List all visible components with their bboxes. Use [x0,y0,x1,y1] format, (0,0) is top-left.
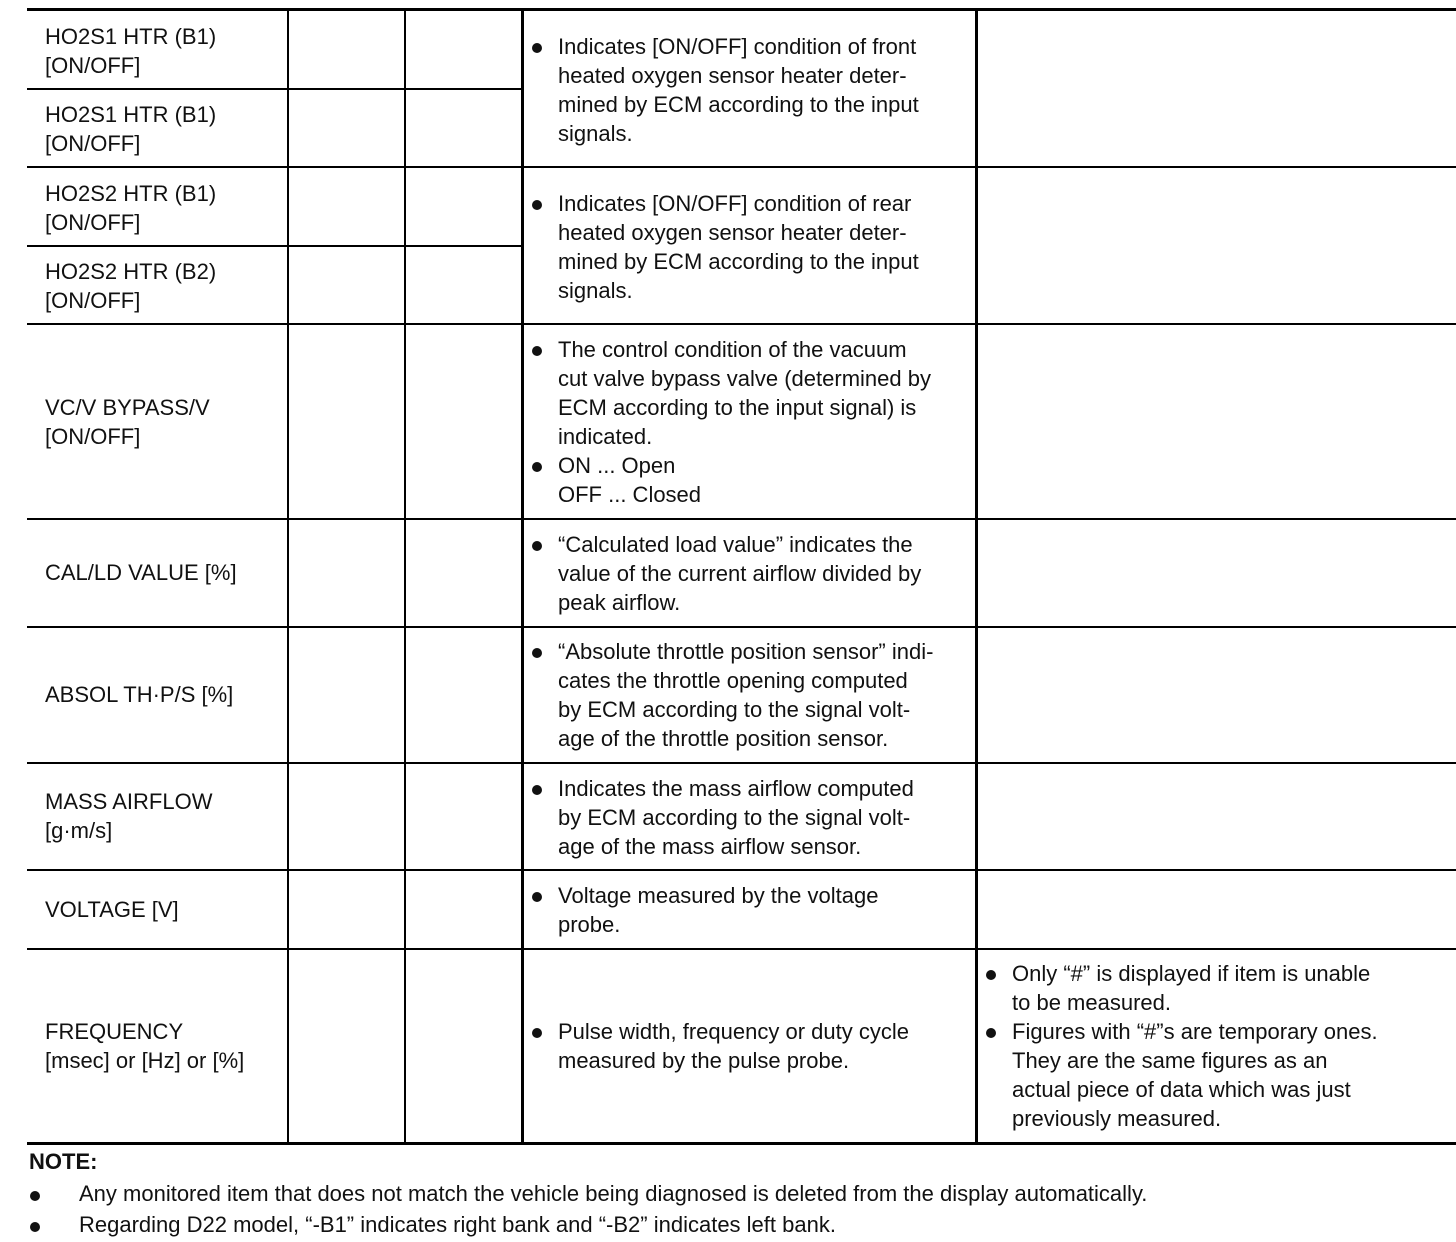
description-text: “Absolute throttle position sensor” indi- [558,639,934,664]
remark-text: Only “#” is displayed if item is unable [1012,961,1371,986]
monitor-item-name: HO2S1 HTR (B1) [45,24,217,49]
description-absol-thps [524,637,933,753]
description-text: probe. [558,912,621,937]
description-text: cut valve bypass valve (determined by [558,366,931,391]
row-divider [27,626,1456,628]
monitor-item-unit: [g·m/s] [45,818,113,843]
description-text: signals. [558,278,633,303]
description-text: mined by ECM according to the input [558,92,919,117]
description-text: The control condition of the vacuum [558,337,907,362]
monitor-item-unit: [ON/OFF] [45,53,141,78]
bullet-icon [532,200,542,210]
bullet-icon [532,1028,542,1038]
description-text: mined by ECM according to the input [558,249,919,274]
description-text: by ECM according to the signal volt- [558,697,911,722]
description-text: Indicates [ON/OFF] condition of front [558,34,917,59]
row-divider [27,166,1456,168]
row-divider [27,869,1456,871]
note-title: NOTE: [29,1149,98,1174]
description-text: measured by the pulse probe. [558,1048,850,1073]
remark-text: previously measured. [1012,1106,1222,1131]
column-divider [404,8,406,1145]
column-divider [287,8,289,1145]
bullet-icon [532,346,542,356]
description-text: Voltage measured by the voltage [558,883,879,908]
note-text: Regarding D22 model, “-B1” indicates right bank and “-B2” indicates left bank. [79,1212,836,1237]
bullet-icon [532,462,542,472]
monitor-item-name: CAL/LD VALUE [%] [45,560,237,585]
description-text: ON ... Open [558,453,676,478]
note-item [29,1179,1148,1208]
remark-text: They are the same figures as an [1012,1048,1328,1073]
description-text: indicated. [558,424,653,449]
monitor-item-unit: [ON/OFF] [45,210,141,235]
description-ho2s1 [524,32,919,148]
description-frequency [524,1017,909,1075]
monitor-item-name: VOLTAGE [V] [45,897,179,922]
description-text: signals. [558,121,633,146]
description-text: heated oxygen sensor heater deter- [558,63,907,88]
description-text: age of the throttle position sensor. [558,726,889,751]
description-text: heated oxygen sensor heater deter- [558,220,907,245]
monitor-item-name: HO2S2 HTR (B1) [45,181,217,206]
bullet-icon [30,1222,40,1232]
bullet-icon [532,541,542,551]
monitor-item-name: HO2S1 HTR (B1) [45,102,217,127]
bullet-icon [30,1191,40,1201]
description-ho2s2 [524,189,919,305]
remarks-frequency [978,959,1378,1133]
remark-text: Figures with “#”s are temporary ones. [1012,1019,1378,1044]
bullet-icon [986,970,996,980]
description-text: OFF ... Closed [558,482,702,507]
remark-text: to be measured. [1012,990,1171,1015]
description-text: ECM according to the input signal) is [558,395,917,420]
row-divider [27,762,1456,764]
bullet-icon [532,785,542,795]
monitor-item-name: ABSOL TH·P/S [%] [45,682,234,707]
bullet-icon [532,892,542,902]
row-divider [27,8,1456,11]
description-vcv-bypass [524,335,931,509]
description-text: peak airflow. [558,590,681,615]
row-divider [27,948,1456,950]
description-voltage [524,881,878,939]
row-divider [27,245,523,247]
bullet-icon [532,648,542,658]
description-cal-ld-value [524,530,921,617]
row-divider [27,1142,1456,1145]
monitor-item-unit: [ON/OFF] [45,131,141,156]
description-text: Pulse width, frequency or duty cycle [558,1019,909,1044]
description-text: value of the current airflow divided by [558,561,922,586]
monitor-item-unit: [ON/OFF] [45,288,141,313]
monitor-item-unit: [msec] or [Hz] or [%] [45,1048,245,1073]
monitor-item-name: MASS AIRFLOW [45,789,213,814]
note-item [29,1210,836,1239]
remark-text: actual piece of data which was just [1012,1077,1351,1102]
description-text: cates the throttle opening computed [558,668,908,693]
monitor-item-unit: [ON/OFF] [45,424,141,449]
row-divider [27,323,1456,325]
description-mass-airflow [524,774,914,861]
monitor-item-name: FREQUENCY [45,1019,184,1044]
monitor-item-name: VC/V BYPASS/V [45,395,210,420]
note-text: Any monitored item that does not match the vehicle being diagnosed is deleted from the display automatically. [79,1181,1148,1206]
row-divider [27,88,523,90]
description-text: by ECM according to the signal volt- [558,805,911,830]
description-text: Indicates the mass airflow computed [558,776,914,801]
bullet-icon [532,43,542,53]
monitor-item-name: HO2S2 HTR (B2) [45,259,217,284]
description-text: age of the mass airflow sensor. [558,834,862,859]
bullet-icon [986,1028,996,1038]
row-divider [27,518,1456,520]
description-text: “Calculated load value” indicates the [558,532,913,557]
description-text: Indicates [ON/OFF] condition of rear [558,191,912,216]
